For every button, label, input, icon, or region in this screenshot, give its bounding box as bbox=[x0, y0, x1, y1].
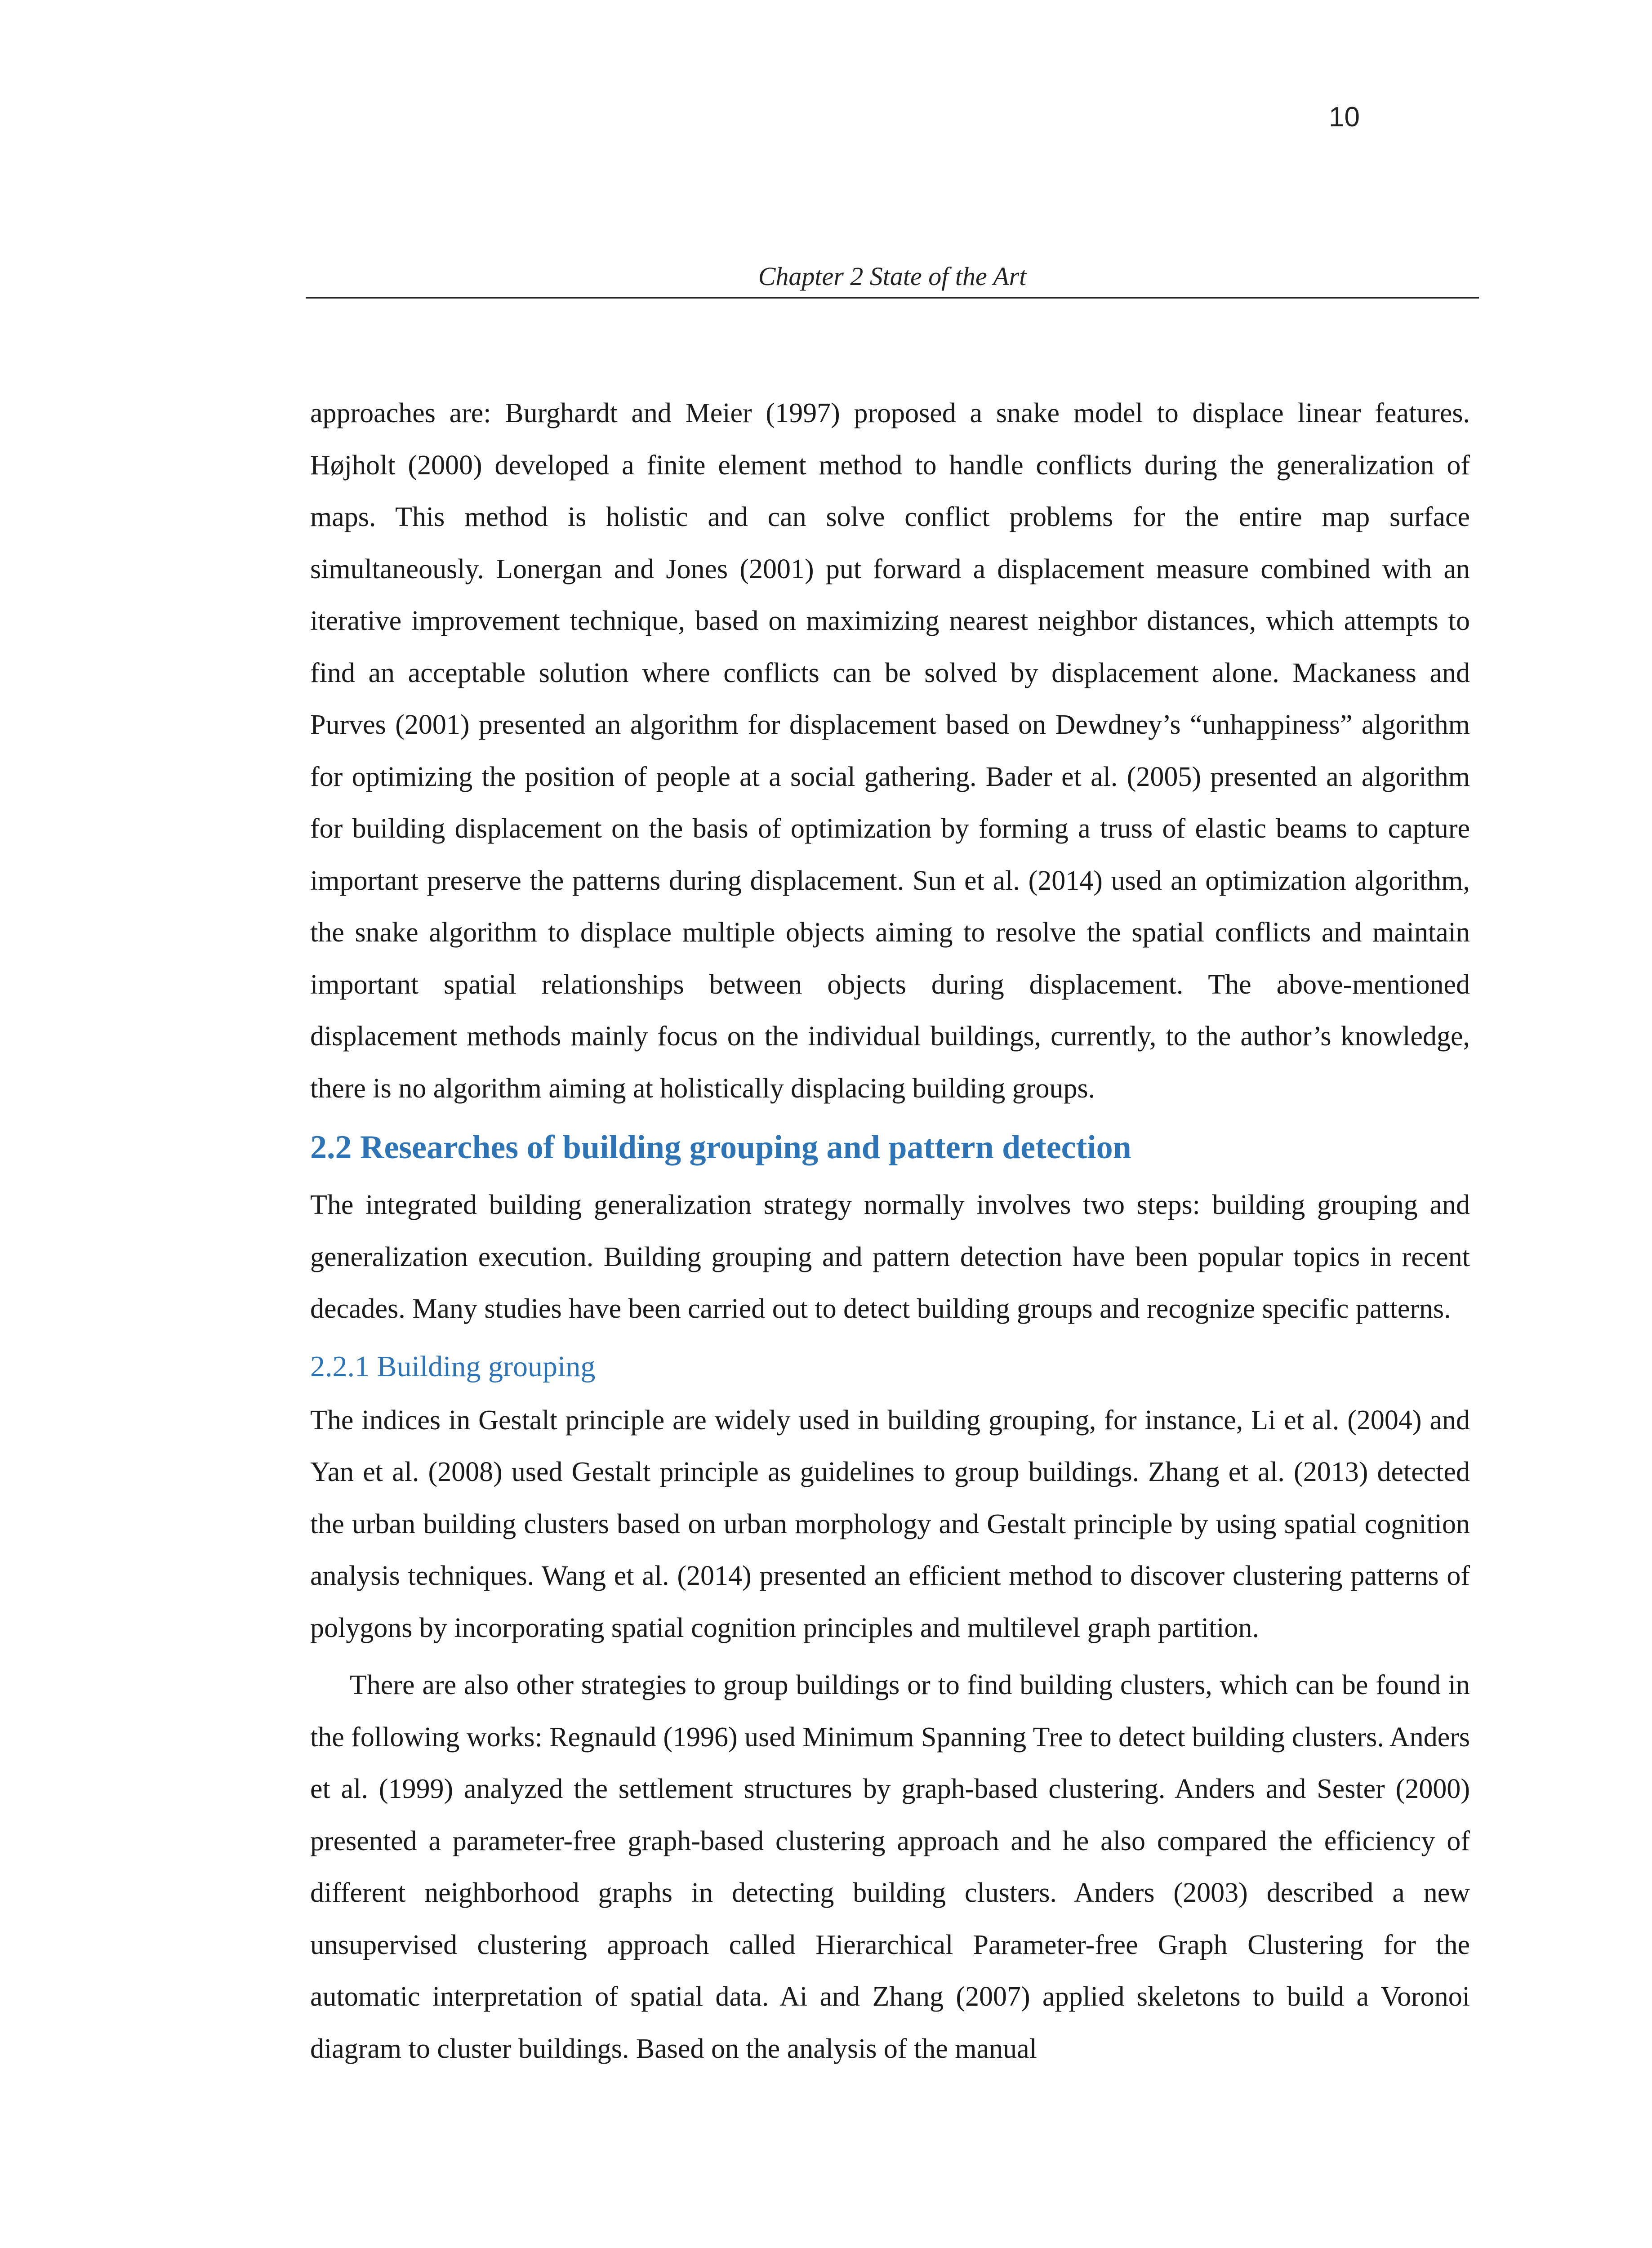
body-text bbox=[310, 388, 1470, 2075]
subsection-heading-2-2-1: 2.2.1 Building grouping bbox=[310, 1350, 596, 1383]
paragraph-integrated-strategy: The integrated building generalization strategy normally involves two steps: building grouping and generalization execution. Building grouping and pattern detection have been popular topics in recent decades. Many studies have been carried out to detect building groups and recognize specific patterns. bbox=[310, 1190, 1470, 1324]
paragraph-other-strategies: There are also other strategies to group buildings or to find building clusters, which can be found in the following works: Regnauld (1996) used Minimum Spanning Tree to detect building clusters. Anders et al. (1999) analyzed the settlement structures by graph-based clustering. Anders and Sester (2000) presented a parameter-free graph-based clustering approach and he also compared the efficiency of different neighborhood graphs in detecting building clusters. Anders (2003) described a new unsupervised clustering approach called Hierarchical Parameter-free Graph Clustering for the automatic interpretation of spatial data. Ai and Zhang (2007) applied skeletons to build a Voronoi diagram to cluster buildings. Based on the analysis of the manual bbox=[310, 1670, 1470, 2064]
page-number: 10 bbox=[1329, 102, 1360, 133]
section-heading-2-2: 2.2 Researches of building grouping and pattern detection bbox=[310, 1129, 1131, 1166]
running-header: Chapter 2 State of the Art bbox=[306, 261, 1479, 299]
paragraph-displacement-approaches: approaches are: Burghardt and Meier (1997) proposed a snake model to displace linear features. Højholt (2000) developed a finite element method to handle conflicts during the generalization of maps. This method is holistic and can solve conflict problems for the entire map surface simultaneously. Lonergan and Jones (2001) put forward a displacement measure combined with an iterative improvement technique, based on maximizing nearest neighbor distances, which attempts to find an acceptable solution where conflicts can be solved by displacement alone. Mackaness and Purves (2001) presented an algorithm for displacement based on Dewdney’s “unhappiness” algorithm for optimizing the position of people at a social gathering. Bader et al. (2005) presented an algorithm for building displacement on the basis of optimization by forming a truss of elastic beams to capture important preserve the patterns during displacement. Sun et al. (2014) used an optimization algorithm, the snake algorithm to displace multiple objects aiming to resolve the spatial conflicts and maintain important spatial relationships between objects during displacement. The above-mentioned displacement methods mainly focus on the individual buildings, currently, to the author’s knowledge, there is no algorithm aiming at holistically displacing building groups. bbox=[310, 398, 1470, 1104]
paragraph-gestalt-principle: The indices in Gestalt principle are widely used in building grouping, for instance, Li et al. (2004) and Yan et al. (2008) used Gestalt principle as guidelines to group buildings. Zhang et al. (2013) detected the urban building clusters based on urban morphology and Gestalt principle by using spatial cognition analysis techniques. Wang et al. (2014) presented an efficient method to discover clustering patterns of polygons by incorporating spatial cognition principles and multilevel graph partition. bbox=[310, 1405, 1470, 1643]
